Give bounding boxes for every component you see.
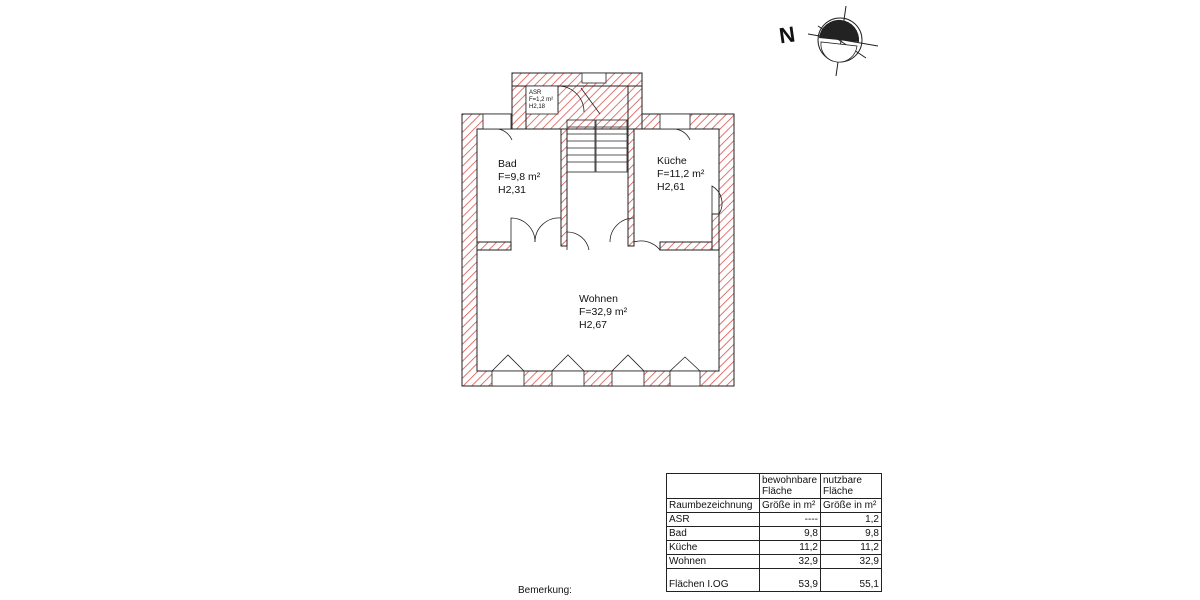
total-label: Flächen I.OG [667,569,760,592]
svg-text:H2,67: H2,67 [579,319,608,331]
svg-text:F=11,2 m²: F=11,2 m² [657,168,705,180]
table-cell: 1,2 [821,513,882,527]
svg-text:F=1,2 m²: F=1,2 m² [529,97,554,103]
svg-text:H2,61: H2,61 [657,181,686,193]
svg-text:H2,18: H2,18 [529,104,546,110]
table-cell: 11,2 [760,541,821,555]
table-cell: 32,9 [821,555,882,569]
table-cell: Wohnen [667,555,760,569]
table-cell: 11,2 [821,541,882,555]
table-total-row [667,569,882,592]
header-cell: Größe in m² [821,499,882,513]
table-row [667,541,882,555]
header-cell: nutzbare Fläche [821,474,882,499]
table-row [667,555,882,569]
total-cell: 55,1 [821,569,882,592]
doors [498,129,722,250]
table-cell: 9,8 [821,527,882,541]
svg-text:Wohnen: Wohnen [579,293,618,305]
table-row [667,527,882,541]
svg-text:F=32,9 m²: F=32,9 m² [579,306,628,318]
wohnen-label [579,293,628,331]
svg-text:H2,31: H2,31 [498,184,527,196]
svg-text:F=9,8 m²: F=9,8 m² [498,171,541,183]
compass-icon [777,6,878,76]
table-cell: Küche [667,541,760,555]
table-row [667,513,882,527]
area-table [666,473,882,592]
svg-text:Bad: Bad [498,158,517,170]
svg-text:Küche: Küche [657,155,687,167]
header-cell [667,474,760,499]
compass-north-label: N [777,21,797,49]
header-cell: Raumbezeichnung [667,499,760,513]
svg-text:ASR: ASR [529,90,542,96]
header-cell: bewohnbare Fläche [760,474,821,499]
table-cell: 32,9 [760,555,821,569]
remark-label: Bemerkung: [518,585,572,596]
table-cell: ASR [667,513,760,527]
table-cell: 9,8 [760,527,821,541]
total-cell: 53,9 [760,569,821,592]
table-cell: ---- [760,513,821,527]
table-header-row-2 [667,499,882,513]
table-header-row-1 [667,474,882,499]
kueche-label [657,155,705,193]
table-cell: Bad [667,527,760,541]
bad-label [498,158,541,196]
header-cell: Größe in m² [760,499,821,513]
